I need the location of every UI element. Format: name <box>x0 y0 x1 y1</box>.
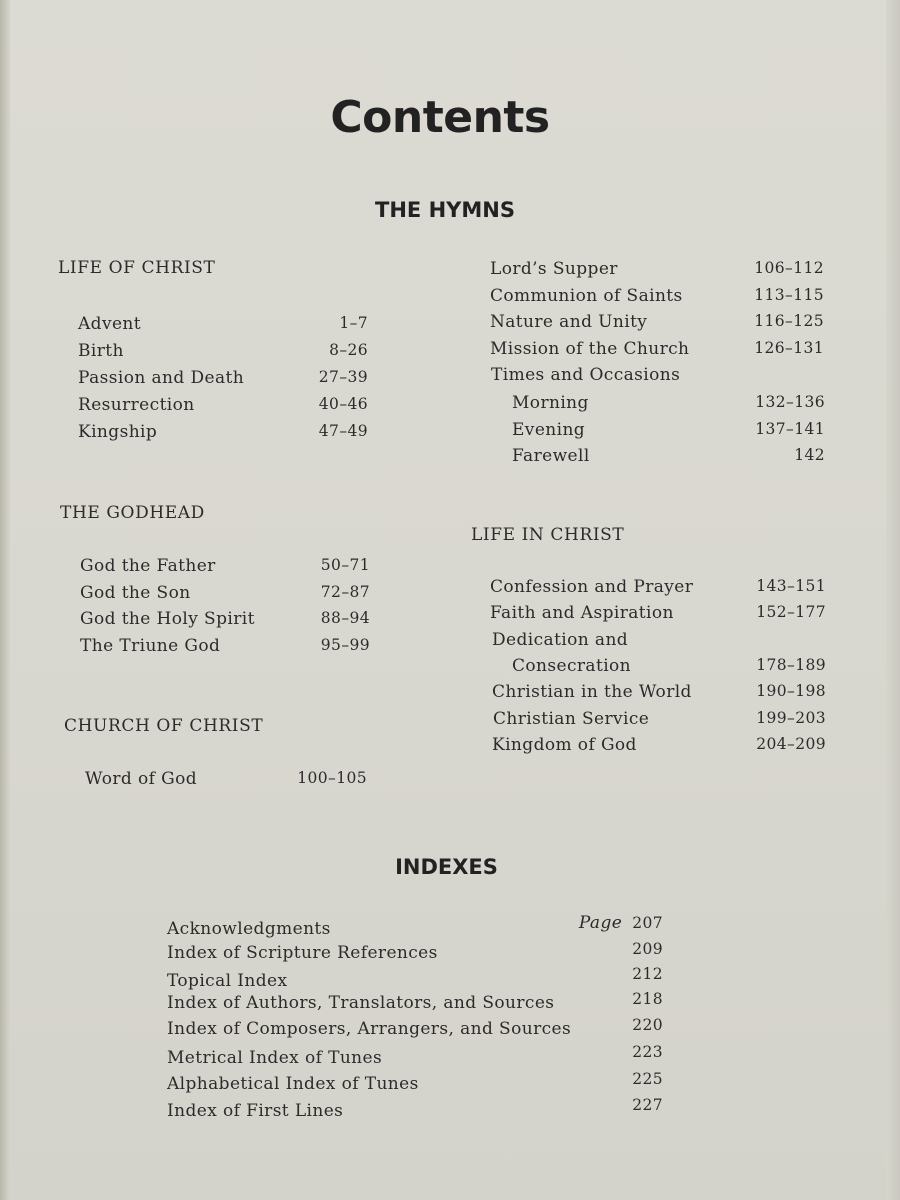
index-entry-page: 220 <box>632 1016 663 1034</box>
index-entry <box>167 1096 663 1125</box>
toc-entry-label: Christian Service <box>493 709 650 729</box>
hymns-heading: THE HYMNS <box>375 198 515 222</box>
index-entry-page: 209 <box>632 940 663 958</box>
toc-entry-label: Dedication and <box>492 630 629 650</box>
index-entry <box>167 913 663 937</box>
page-title: Contents <box>330 92 550 143</box>
toc-entry <box>78 368 368 392</box>
toc-entry-label: Communion of Saints <box>490 286 683 306</box>
toc-entry <box>512 656 826 680</box>
index-entry-page: 212 <box>632 965 663 983</box>
toc-entry <box>492 682 826 706</box>
toc-entry <box>490 312 824 336</box>
index-entry-label: Index of First Lines <box>167 1101 344 1121</box>
index-entry-label: Metrical Index of Tunes <box>167 1048 383 1068</box>
toc-entry-label: Christian in the World <box>492 682 692 702</box>
index-entry-label: Acknowledgments <box>167 919 331 939</box>
index-entry-label: Index of Composers, Arrangers, and Sources <box>167 1019 572 1039</box>
toc-entry <box>492 630 826 654</box>
toc-entry <box>85 769 367 793</box>
page-word: Page <box>578 913 623 933</box>
toc-entry-label: The Triune God <box>80 636 221 656</box>
toc-entry <box>80 583 370 607</box>
toc-entry-label: Mission of the Church <box>490 339 690 359</box>
toc-entry <box>490 577 826 601</box>
toc-entry-range: 190–198 <box>756 682 826 700</box>
toc-entry-range: 137–141 <box>755 420 825 438</box>
toc-entry-range: 8–26 <box>329 341 368 359</box>
toc-entry-range: 106–112 <box>754 259 824 277</box>
toc-entry <box>80 556 370 580</box>
toc-entry <box>492 735 826 759</box>
toc-entry-range: 88–94 <box>320 609 370 627</box>
toc-entry-range: 132–136 <box>755 393 825 411</box>
toc-entry-label: Nature and Unity <box>490 312 648 332</box>
toc-entry <box>493 709 826 733</box>
toc-entry-range: 27–39 <box>318 368 368 386</box>
toc-entry <box>512 393 825 417</box>
index-entry <box>167 965 663 995</box>
toc-entry-label: Kingdom of God <box>492 735 637 755</box>
page-right-edge <box>886 0 900 1200</box>
group-heading-life-in-christ: LIFE IN CHRIST <box>471 525 625 545</box>
toc-entry-range: 47–49 <box>318 422 368 440</box>
index-entry <box>167 1043 663 1072</box>
toc-entry <box>512 420 825 444</box>
toc-entry <box>78 341 368 365</box>
toc-entry <box>78 422 368 446</box>
index-entry <box>167 990 663 1017</box>
toc-entry-label: Times and Occasions <box>491 365 681 385</box>
index-entry-label: Alphabetical Index of Tunes <box>167 1074 419 1094</box>
toc-entry <box>512 446 825 470</box>
toc-entry-label: Passion and Death <box>78 368 245 388</box>
page-left-edge <box>0 0 10 1200</box>
toc-entry-range: 1–7 <box>339 314 368 332</box>
toc-subheading <box>491 365 825 389</box>
index-entry-page: 223 <box>632 1043 663 1061</box>
toc-entry-label: Word of God <box>85 769 197 789</box>
index-entry <box>167 1070 663 1098</box>
toc-entry-label: Morning <box>512 393 589 413</box>
index-entry-page: 227 <box>632 1096 663 1114</box>
toc-entry-range: 113–115 <box>754 286 824 304</box>
toc-entry-range: 152–177 <box>756 603 826 621</box>
indexes-heading: INDEXES <box>395 855 498 879</box>
toc-entry-label: God the Holy Spirit <box>80 609 255 629</box>
toc-entry-label: Resurrection <box>78 395 195 415</box>
toc-entry-label: Farewell <box>512 446 590 466</box>
toc-entry-label: Kingship <box>78 422 158 442</box>
toc-entry-label: Birth <box>78 341 124 361</box>
toc-entry-range: 40–46 <box>318 395 368 413</box>
toc-entry-label: Advent <box>78 314 142 334</box>
toc-entry <box>490 603 826 627</box>
group-heading-church-of-christ: CHURCH OF CHRIST <box>64 716 264 736</box>
toc-entry <box>490 259 824 283</box>
toc-entry-label: God the Father <box>80 556 216 576</box>
toc-entry-range: 142 <box>794 446 825 464</box>
toc-entry <box>490 339 824 363</box>
toc-entry-label: Lord’s Supper <box>490 259 618 279</box>
toc-entry-range: 72–87 <box>320 583 370 601</box>
toc-entry-label: God the Son <box>80 583 191 603</box>
toc-entry-range: 126–131 <box>754 339 824 357</box>
index-entry-page: 218 <box>632 990 663 1008</box>
index-entry <box>167 1016 663 1043</box>
toc-entry-label: Evening <box>512 420 586 440</box>
toc-entry-range: 204–209 <box>756 735 826 753</box>
toc-entry-range: 50–71 <box>320 556 370 574</box>
toc-entry <box>78 395 368 419</box>
toc-entry-range: 178–189 <box>756 656 826 674</box>
toc-entry-label: Consecration <box>512 656 632 676</box>
toc-entry-range: 95–99 <box>320 636 370 654</box>
group-heading-the-godhead: THE GODHEAD <box>60 503 205 523</box>
index-entry-page: 207 <box>632 914 663 932</box>
toc-entry <box>80 609 370 633</box>
toc-entry-range: 199–203 <box>756 709 826 727</box>
toc-entry-label: Faith and Aspiration <box>490 603 674 623</box>
index-entry-label: Index of Authors, Translators, and Sources <box>167 993 555 1013</box>
group-heading-life-of-christ: LIFE OF CHRIST <box>58 258 216 278</box>
toc-entry <box>80 636 370 660</box>
toc-entry-range: 143–151 <box>756 577 826 595</box>
index-entry-label: Topical Index <box>167 971 288 991</box>
index-entry-label: Index of Scripture References <box>167 943 438 963</box>
toc-entry <box>78 314 368 338</box>
index-entry-page: 225 <box>632 1070 663 1088</box>
toc-entry-range: 116–125 <box>754 312 824 330</box>
toc-entry-range: 100–105 <box>297 769 367 787</box>
toc-entry-label: Confession and Prayer <box>490 577 694 597</box>
toc-entry <box>490 286 824 310</box>
index-entry <box>167 940 663 967</box>
